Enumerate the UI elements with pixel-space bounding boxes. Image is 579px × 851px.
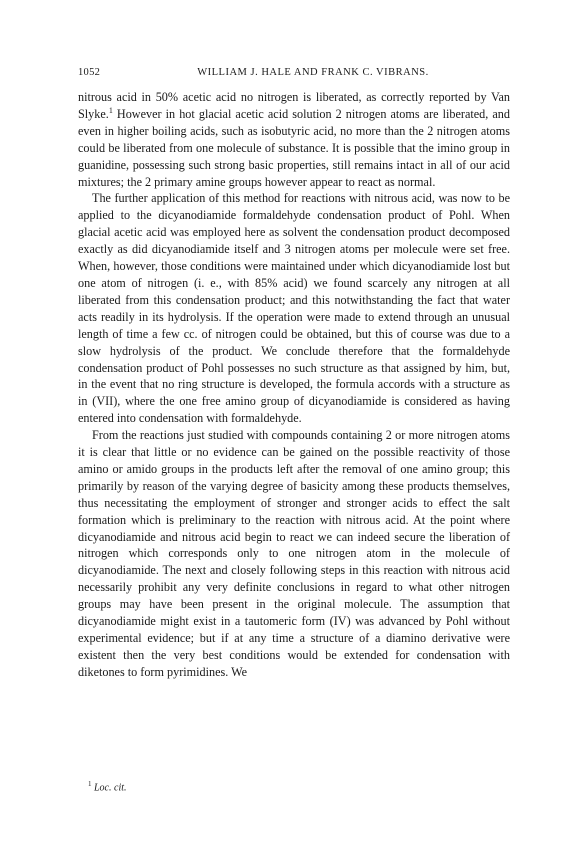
- paragraph-2: The further application of this method for reactions with nitrous acid, was now to be applied to the dicyanodiamide formaldehyde condensation product of Pohl. When glacial acetic acid was employed here as solvent the condensation product decomposed exactly as did dicyanodiamide itself and 3 nitrogen atoms per molecule were set free. When, however, those conditions were maintained under which dicyanodiamide lost but one atom of nitrogen (i. e., with 85% acid) we found scarcely any nitrogen at all liberated from this condensation product; and this notwithstanding the fact that water acts readily in its hydrolysis. If the operation were made to extend through an unusual length of time a few cc. of nitrogen could be obtained, but this of course was due to a slow hydrolysis of the product. We conclude therefore that the formaldehyde condensation product of Pohl possesses no such structure as that assigned by him, but, in the event that no ring structure is developed, the formula accords with a structure as in (VII), where the one free amino group of dicyanodiamide is considered as having entered into condensation with formaldehyde.: [78, 191, 510, 426]
- footnote-reference: 1: [108, 105, 113, 115]
- paragraph-1-text-a: nitrous acid in 50% acetic acid no nitrogen is liberated, as correctly reported by Van Slyke.: [78, 90, 510, 121]
- footnote-text: Loc. cit.: [94, 782, 127, 794]
- paragraph-3: From the reactions just studied with compounds containing 2 or more nitrogen atoms it is clear that little or no evidence can be gained on the possible reactivity of those amino or amido groups in the products left after the removal of one amino group; this primarily by reason of the varying degree of basicity among these products themselves, thus necessitating the employment of stronger and stronger acids to effect the salt formation which is preliminary to the reaction with nitrous acid. At the point where dicyanodiamide and nitrous acid begin to react we can indeed secure the liberation of nitrogen which corresponds only to one nitrogen atom in the molecule of dicyanodiamide. The next and closely following steps in this reaction with nitrous acid necessarily prohibit any very definite conclusions in regard to what other nitrogen groups may have been present in the original molecule. The assumption that dicyanodiamide might exist in a tautomeric form (IV) was advanced by Pohl without experimental evidence; but if at any time a structure of a diamino derivative were existent then the very best conditions would be extended for condensation with diketones to form pyrimidines. We: [78, 428, 510, 679]
- paragraph-1: [78, 89, 510, 190]
- page-header: [78, 67, 510, 83]
- footnote: [88, 780, 127, 793]
- running-head: WILLIAM J. HALE AND FRANK C. VIBRANS.: [197, 67, 429, 78]
- paragraph-1-text-b: However in hot glacial acetic acid solution 2 nitrogen atoms are liberated, and even in higher boiling acids, such as isobutyric acid, no more than the 2 nitrogen atoms could be liberated from one molecule of substance. It is possible that the imino group in guanidine, possessing such strong basic properties, still remains intact in all of our acid mixtures; the 2 primary amine groups however appear to react as normal.: [78, 106, 510, 189]
- page-number: 1052: [78, 67, 101, 78]
- body-text: [78, 89, 510, 681]
- footnote-mark: 1: [88, 780, 92, 788]
